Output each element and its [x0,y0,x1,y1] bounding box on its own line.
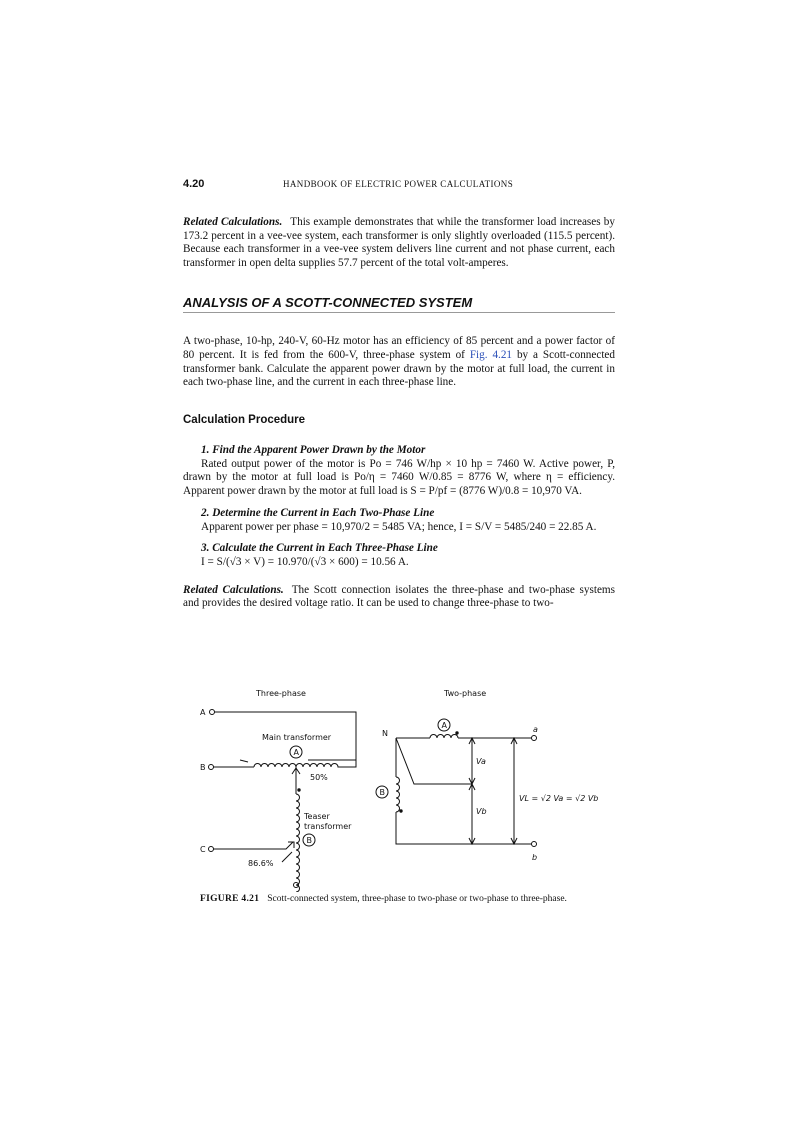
fifty-percent-label: 50% [310,773,328,782]
main-secondary-coil [430,735,458,739]
main-primary-coil-right [296,760,356,767]
terminal-B [209,765,214,770]
terminal-N-label: N [382,729,388,738]
teaser-secondary-coil [396,777,400,812]
wire-N-center [396,738,472,784]
page-body [183,178,615,611]
teaser-coil [296,794,300,892]
step-3-text: I = S/(√3 × V) = 10.970/(√3 × 600) = 10.56 A. [201,556,409,569]
running-title: HANDBOOK OF ELECTRIC POWER CALCULATIONS [283,179,514,189]
terminal-a-label: a [533,725,538,734]
page-header [183,178,615,196]
terminal-A [210,710,215,715]
related-calculations-2 [183,584,615,611]
related-calculations-lead-2: Related Calculations. [183,583,284,596]
tap-C-arrow [288,842,294,848]
terminal-B-label: B [200,763,206,772]
eighty-six-percent-label: 86.6% [248,859,274,868]
terminal-C-label: C [200,845,206,854]
scott-connection-figure [196,682,616,892]
Vb-label: Vb [476,807,487,816]
circle-A-label: A [293,748,299,757]
polarity-dot-main [298,789,300,791]
problem-text-a: A two-phase, 10-hp, 240-V, 60-Hz motor has an efficiency of 85 percent and a power factor of 80 percent. It is fed from the 600-V, three-phase system of [183,335,615,361]
polarity-dot-secondary-B [400,810,402,812]
terminal-C [209,847,214,852]
Va-label: Va [476,757,486,766]
teaser-label-1: Teaser [304,812,330,821]
problem-statement [183,335,615,389]
figure-reference-link[interactable]: Fig. 4.21 [469,348,513,361]
polarity-dot-secondary-A [456,732,458,734]
terminal-b-label: b [532,853,538,862]
figure-caption-text: Scott-connected system, three-phase to two-phase or two-phase to three-phase. [267,894,567,904]
related-calculations-text: This example demonstrates that while the transformer load increases by 173.2 percent in a vee-vee system, each transformer is only slightly overloaded (115.5 percent). Because each transformer in a vee-vee system delivers line current and not phase current, each transformer in open delta supplies 57.7 percent of the total volt-amperes. [183,216,615,269]
step-1-title: 1. Find the Apparent Power Drawn by the Motor [201,443,426,456]
procedure-title: Calculation Procedure [183,413,306,426]
step-2-title: 2. Determine the Current in Each Two-Phase Line [201,506,435,519]
figure-caption [200,894,567,904]
main-primary-coil-left [254,764,296,768]
two-phase-heading: Two-phase [444,689,487,698]
step-3-title: 3. Calculate the Current in Each Three-Phase Line [201,542,438,555]
wire-C [214,842,294,849]
problem-text-b: by a Scott-connected transformer bank. Calculate the apparent power drawn by the motor at full load, the current in each two-phase line, and the current in each three-phase line. [183,348,615,389]
main-transformer-label: Main transformer [262,733,332,742]
step-1-text: Rated output power of the motor is Po = 746 W/hp × 10 hp = 7460 W. Active power, P, drawn by the motor at full load is Po/η = 7460 W/0.85 = 8776 W, where η = efficiency. Apparent power drawn by the motor at full load is S = P/pf = (8776 W)/0.8 = 10,970 VA. [183,457,615,497]
arrow-B [240,760,248,762]
scott-connection-diagram [196,682,616,892]
three-phase-heading: Three-phase [256,689,306,698]
figure-caption-label: FIGURE 4.21 [200,894,260,904]
related-calculations-1 [183,216,615,270]
related-calculations-lead: Related Calculations. [183,216,283,228]
circle-A-secondary-label: A [441,721,447,730]
circle-B-label: B [306,836,312,845]
step-2-text: Apparent power per phase = 10,970/2 = 5485 VA; hence, I = S/V = 5485/240 = 22.85 A. [201,520,597,533]
terminal-A-label: A [200,708,206,717]
page-number: 4.20 [183,178,205,190]
VL-equation-label: VL = √2 Va = √2 Vb [519,794,599,803]
teaser-label-2: transformer [304,822,352,831]
eighty-six-pointer [282,852,292,862]
section-title: ANALYSIS OF A SCOTT-CONNECTED SYSTEM [183,295,615,313]
terminal-a [532,736,537,741]
terminal-b [532,842,537,847]
circle-B-secondary-label: B [379,788,385,797]
related-calculations-text-2: The Scott connection isolates the three-phase and two-phase systems and provides the desired voltage ratio. It can be used to change three-phase to two- [183,583,615,610]
